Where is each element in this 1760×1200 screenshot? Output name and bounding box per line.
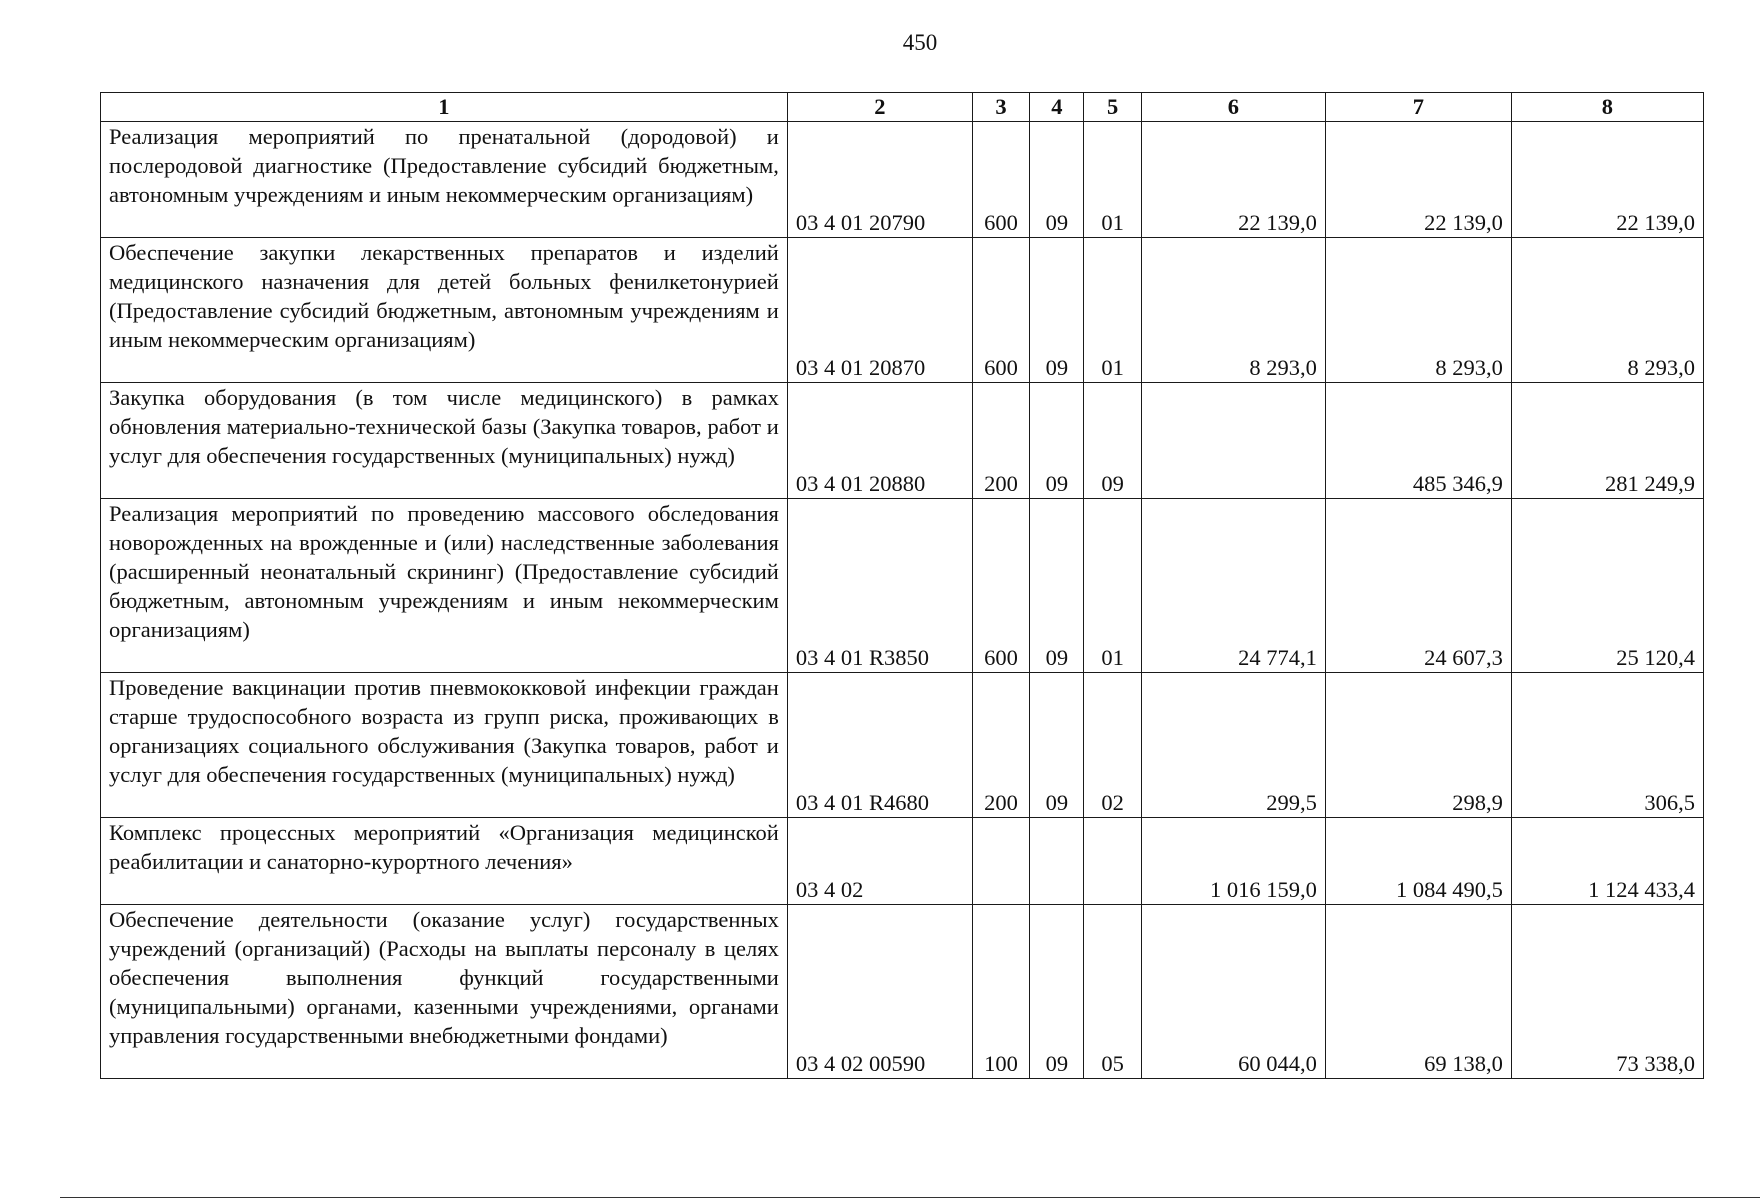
row-col3: 600 bbox=[972, 238, 1029, 383]
row-description: Обеспечение закупки лекарственных препаратов и изделий медицинского назначения для детей больных фенилкетонурией (Предоставление субсидий бюджетным, автономным учреждениям и иным некоммерческим организациям) bbox=[101, 238, 788, 383]
row-col4: 09 bbox=[1030, 499, 1084, 673]
row-code: 03 4 01 20790 bbox=[787, 122, 972, 238]
row-col8: 25 120,4 bbox=[1511, 499, 1703, 673]
row-col8: 8 293,0 bbox=[1511, 238, 1703, 383]
row-col3: 200 bbox=[972, 383, 1029, 499]
row-col4: 09 bbox=[1030, 238, 1084, 383]
row-col7: 8 293,0 bbox=[1325, 238, 1511, 383]
row-col4: 09 bbox=[1030, 122, 1084, 238]
row-col3: 200 bbox=[972, 673, 1029, 818]
row-col3: 600 bbox=[972, 122, 1029, 238]
row-col5: 01 bbox=[1084, 238, 1141, 383]
row-code: 03 4 01 R3850 bbox=[787, 499, 972, 673]
row-col8: 73 338,0 bbox=[1511, 905, 1703, 1079]
row-description: Комплекс процессных мероприятий «Организация медицинской реабилитации и санаторно-курортного лечения» bbox=[101, 818, 788, 905]
table-row bbox=[101, 383, 1704, 499]
footer-rule bbox=[60, 1197, 1760, 1198]
table-row bbox=[101, 673, 1704, 818]
row-col8: 281 249,9 bbox=[1511, 383, 1703, 499]
col-header-8: 8 bbox=[1511, 93, 1703, 122]
row-description: Реализация мероприятий по пренатальной (дородовой) и послеродовой диагностике (Предоставление субсидий бюджетным, автономным учреждениям и иным некоммерческим организациям) bbox=[101, 122, 788, 238]
row-col5: 01 bbox=[1084, 499, 1141, 673]
row-col7: 24 607,3 bbox=[1325, 499, 1511, 673]
row-col4: 09 bbox=[1030, 905, 1084, 1079]
row-col4 bbox=[1030, 818, 1084, 905]
table-row bbox=[101, 905, 1704, 1079]
row-col6: 299,5 bbox=[1141, 673, 1325, 818]
row-col4: 09 bbox=[1030, 673, 1084, 818]
row-col6: 8 293,0 bbox=[1141, 238, 1325, 383]
row-col7: 485 346,9 bbox=[1325, 383, 1511, 499]
row-code: 03 4 01 R4680 bbox=[787, 673, 972, 818]
row-col5: 09 bbox=[1084, 383, 1141, 499]
col-header-5: 5 bbox=[1084, 93, 1141, 122]
row-description: Закупка оборудования (в том числе медицинского) в рамках обновления материально-технической базы (Закупка товаров, работ и услуг для обеспечения государственных (муниципальных) нужд) bbox=[101, 383, 788, 499]
row-description: Реализация мероприятий по проведению массового обследования новорожденных на врожденные и (или) наследственные заболевания (расширенный неонатальный скрининг) (Предоставление субсидий бюджетным, автономным учреждениям и иным некоммерческим организациям) bbox=[101, 499, 788, 673]
row-col3 bbox=[972, 818, 1029, 905]
col-header-2: 2 bbox=[787, 93, 972, 122]
table-row bbox=[101, 499, 1704, 673]
row-col8: 306,5 bbox=[1511, 673, 1703, 818]
row-description: Обеспечение деятельности (оказание услуг) государственных учреждений (организаций) (Расходы на выплаты персоналу в целях обеспечения выполнения функций государственными (муниципальными) органами, казенными учреждениями, органами управления государственными внебюджетными фондами) bbox=[101, 905, 788, 1079]
row-code: 03 4 01 20880 bbox=[787, 383, 972, 499]
row-col7: 69 138,0 bbox=[1325, 905, 1511, 1079]
row-col3: 600 bbox=[972, 499, 1029, 673]
row-col7: 22 139,0 bbox=[1325, 122, 1511, 238]
col-header-1: 1 bbox=[101, 93, 788, 122]
row-col6: 22 139,0 bbox=[1141, 122, 1325, 238]
page-number: 450 bbox=[902, 30, 938, 55]
row-col7: 298,9 bbox=[1325, 673, 1511, 818]
col-header-7: 7 bbox=[1325, 93, 1511, 122]
col-header-6: 6 bbox=[1141, 93, 1325, 122]
row-col5: 02 bbox=[1084, 673, 1141, 818]
row-code: 03 4 02 bbox=[787, 818, 972, 905]
row-col5: 05 bbox=[1084, 905, 1141, 1079]
row-col6: 60 044,0 bbox=[1141, 905, 1325, 1079]
table-row bbox=[101, 122, 1704, 238]
header-row bbox=[101, 93, 1704, 122]
col-header-3: 3 bbox=[972, 93, 1029, 122]
col-header-4: 4 bbox=[1030, 93, 1084, 122]
row-col4: 09 bbox=[1030, 383, 1084, 499]
row-code: 03 4 01 20870 bbox=[787, 238, 972, 383]
row-col8: 22 139,0 bbox=[1511, 122, 1703, 238]
row-col6: 24 774,1 bbox=[1141, 499, 1325, 673]
row-col8: 1 124 433,4 bbox=[1511, 818, 1703, 905]
table-row bbox=[101, 238, 1704, 383]
row-col5: 01 bbox=[1084, 122, 1141, 238]
row-col5 bbox=[1084, 818, 1141, 905]
budget-table bbox=[100, 92, 1704, 1079]
row-col6: 1 016 159,0 bbox=[1141, 818, 1325, 905]
row-col7: 1 084 490,5 bbox=[1325, 818, 1511, 905]
row-description: Проведение вакцинации против пневмококковой инфекции граждан старше трудоспособного возраста из групп риска, проживающих в организациях социального обслуживания (Закупка товаров, работ и услуг для обеспечения государственных (муниципальных) нужд) bbox=[101, 673, 788, 818]
table-row bbox=[101, 818, 1704, 905]
row-col3: 100 bbox=[972, 905, 1029, 1079]
row-col6 bbox=[1141, 383, 1325, 499]
row-code: 03 4 02 00590 bbox=[787, 905, 972, 1079]
